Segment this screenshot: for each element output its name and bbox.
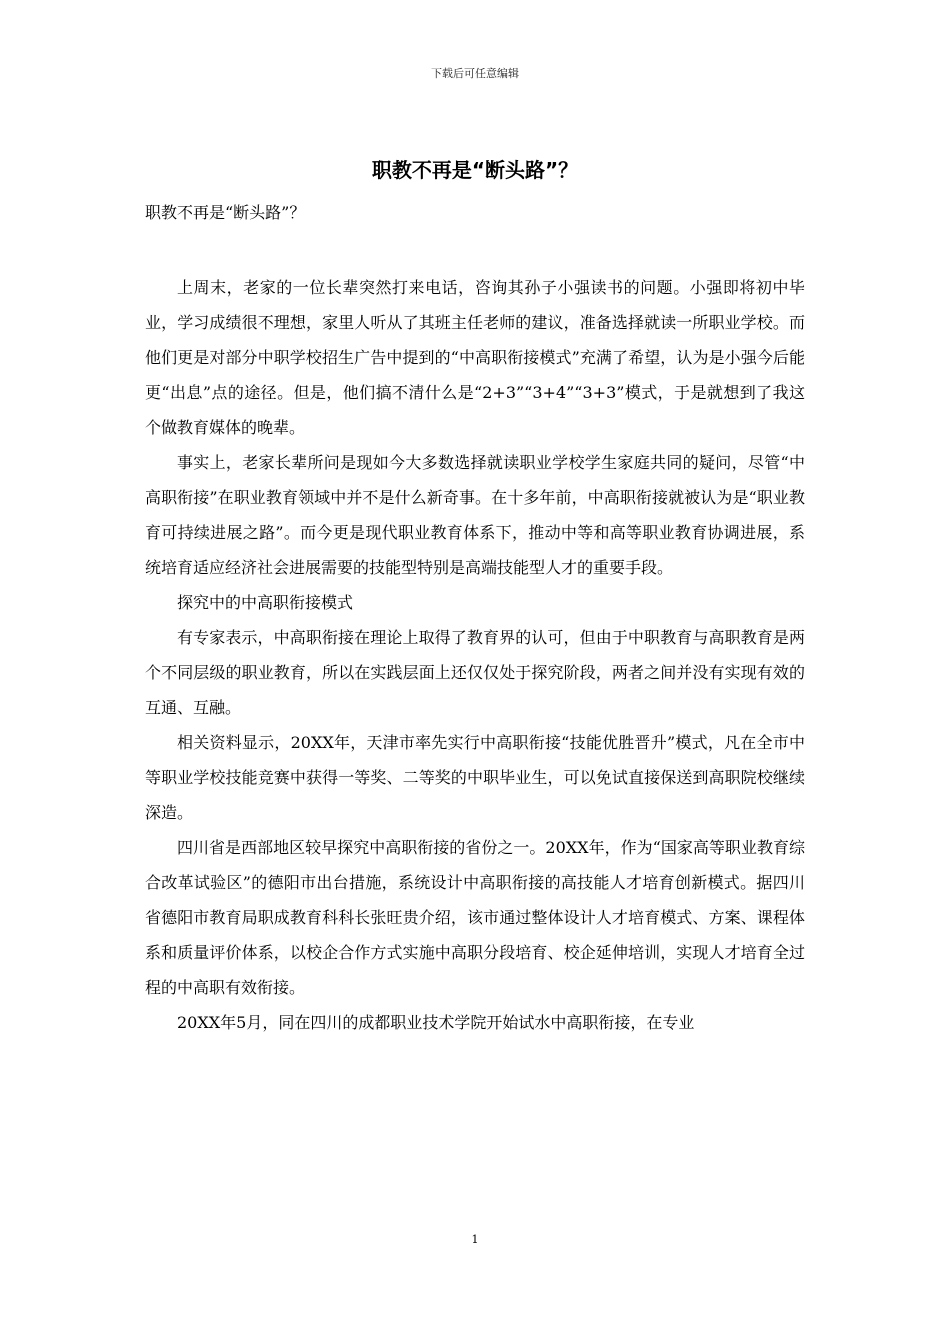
paragraph: 相关资料显示，20XX年，天津市率先实行中高职衔接“技能优胜晋升”模式，凡在全市中等职业学校技能竞赛中获得一等奖、二等奖的中职毕业生，可以免试直接保送到高职院校继续深造。 bbox=[145, 733, 805, 822]
document-body bbox=[145, 270, 805, 1040]
document-title: 职教不再是“断头路”？ bbox=[371, 158, 579, 182]
header-note: 下载后可任意编辑 bbox=[431, 67, 519, 80]
paragraph: 四川省是西部地区较早探究中高职衔接的省份之一。20XX年，作为“国家高等职业教育综合改革试验区”的德阳市出台措施，系统设计中高职衔接的高技能人才培育创新模式。据四川省德阳市教育局职成教育科科长张旺贵介绍，该市通过整体设计人才培育模式、方案、课程体系和质量评价体系，以校企合作方式实施中高职分段培育、校企延伸培训，实现人才培育全过程的中高职有效衔接。 bbox=[145, 838, 805, 997]
paragraph: 20XX年5月，同在四川的成都职业技术学院开始试水中高职衔接，在专业 bbox=[177, 1013, 695, 1032]
page-number: 1 bbox=[471, 1233, 479, 1246]
section-heading: 探究中的中高职衔接模式 bbox=[177, 593, 354, 612]
paragraph: 事实上，老家长辈所问是现如今大多数选择就读职业学校学生家庭共同的疑问，尽管“中高职衔接”在职业教育领域中并不是什么新奇事。在十多年前，中高职衔接就被认为是“职业教育可持续进展之路”。而今更是现代职业教育体系下，推动中等和高等职业教育协调进展，系统培育适应经济社会进展需要的技能型特别是高端技能型人才的重要手段。 bbox=[145, 453, 805, 577]
paragraph: 上周末，老家的一位长辈突然打来电话，咨询其孙子小强读书的问题。小强即将初中毕业，学习成绩很不理想，家里人听从了其班主任老师的建议，准备选择就读一所职业学校。而他们更是对部分中职学校招生广告中提到的“中高职衔接模式”充满了希望，认为是小强今后能更“出息”点的途径。但是，他们搞不清什么是“2+3”“3+4”“3+3”模式，于是就想到了我这个做教育媒体的晚辈。 bbox=[145, 278, 805, 437]
document-subtitle: 职教不再是“断头路”？ bbox=[145, 203, 306, 222]
paragraph: 有专家表示，中高职衔接在理论上取得了教育界的认可，但由于中职教育与高职教育是两个不同层级的职业教育，所以在实践层面上还仅仅处于探究阶段，两者之间并没有实现有效的互通、互融。 bbox=[145, 628, 805, 717]
